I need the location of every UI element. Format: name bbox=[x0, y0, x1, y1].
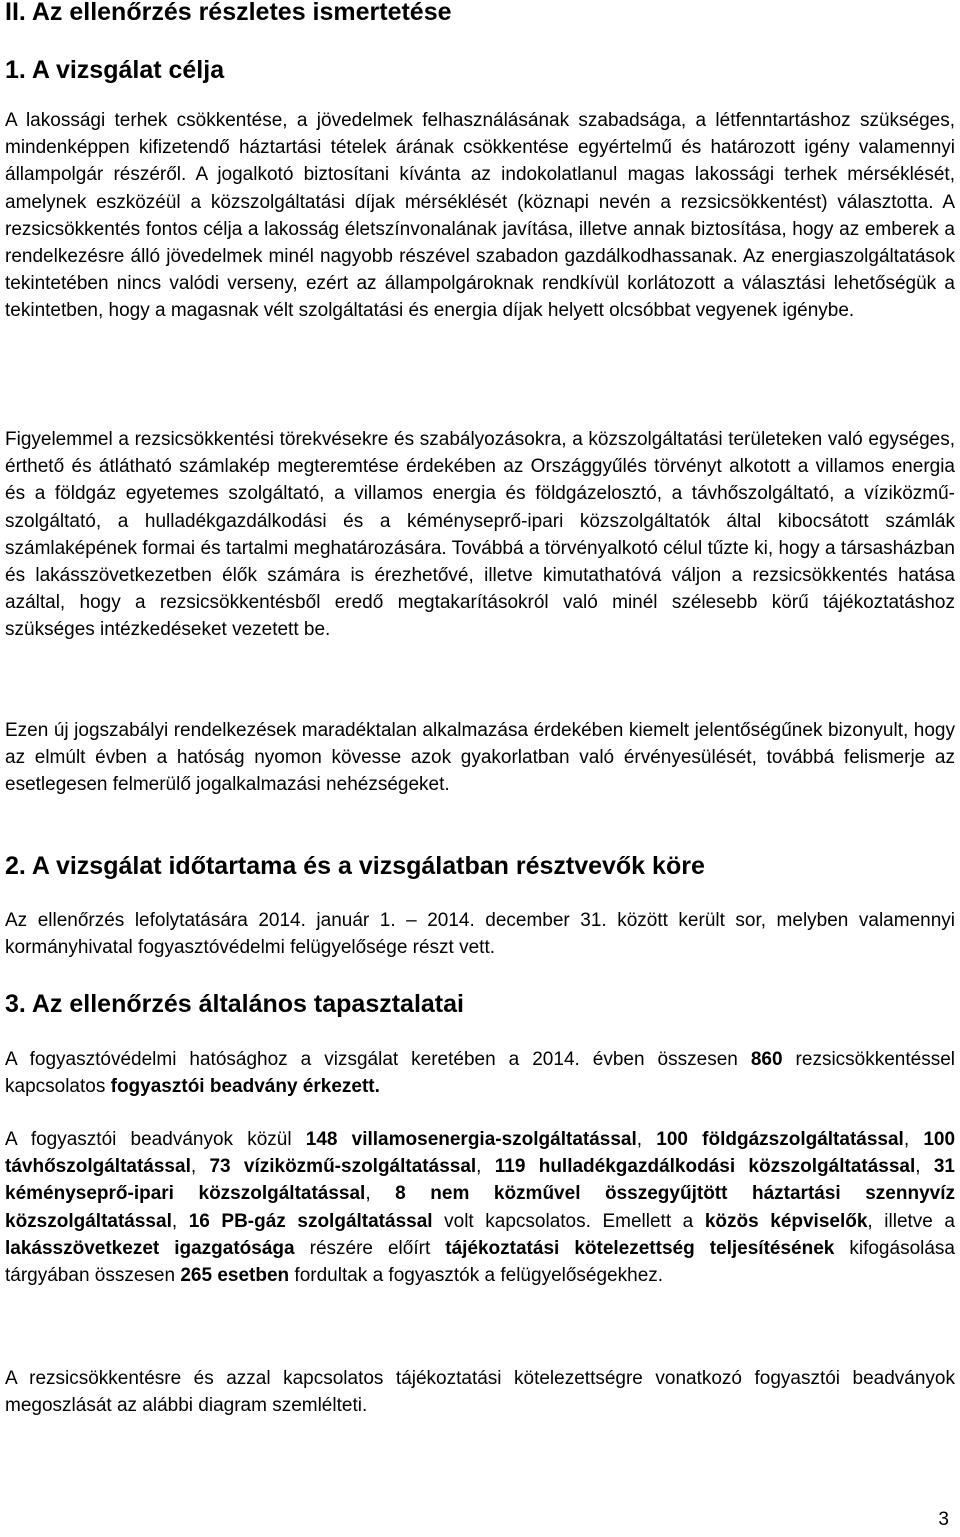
bold-phrase: 16 PB-gáz szolgáltatással bbox=[188, 1210, 433, 1232]
bold-phrase: 100 távhőszolgáltatással bbox=[5, 1129, 956, 1178]
text-run: , bbox=[636, 1129, 657, 1150]
bold-phrase: tájékoztatási kötelezettség teljesítésének bbox=[445, 1237, 835, 1259]
text-run: fordultak a fogyasztók a felügyelőségekhez. bbox=[289, 1265, 664, 1287]
subsection-3-title: 3. Az ellenőrzés általános tapasztalatai bbox=[5, 990, 464, 1018]
bold-phrase: 100 földgázszolgáltatással bbox=[656, 1129, 904, 1150]
subsection-2-title: 2. A vizsgálat időtartama és a vizsgálatban résztvevők köre bbox=[5, 852, 705, 880]
bold-phrase: lakásszövetkezet igazgatósága bbox=[5, 1237, 295, 1259]
text-run: , bbox=[365, 1183, 396, 1205]
text-run: részére előírt bbox=[294, 1237, 446, 1259]
paragraph-complaints-total bbox=[5, 1046, 955, 1100]
total-count: 860 bbox=[750, 1049, 783, 1070]
paragraph-purpose-2: Figyelemmel a rezsicsökkentési törekvésekre és szabályozásokra, a közszolgáltatási területeken való egységes, érthető és átlátható számlakép megteremtése érdekében az Országgyűlés törvényt alkotott a villamos energia és a földgáz egyetemes szolgáltató, a villamos energia és földgázelosztó, a távhőszolgáltató, a víziközmű-szolgáltató, a hulladékgazdálkodási és a kéményseprő-ipari közszolgáltatók által kibocsátott számlák számlaképének formai és tartalmi meghatározására. Továbbá a törvényalkotó célul tűzte ki, hogy a társasházban és lakásszövetkezetben élők számára is érezhetővé, illetve kimutathatóvá váljon a rezsicsökkentés hatása azáltal, hogy a rezsicsökkentésből eredő megtakarításokról való minél szélesebb körű tájékoztatáshoz szükséges intézkedéseket vezetett be. bbox=[5, 429, 955, 641]
text-run: kifogásolása tárgyában összesen bbox=[5, 1237, 955, 1287]
bold-phrase: 119 hulladékgazdálkodási közszolgáltatással bbox=[494, 1156, 916, 1178]
text-run: , bbox=[190, 1156, 210, 1178]
paragraph-diagram-intro: A rezsicsökkentésre és azzal kapcsolatos tájékoztatási kötelezettségre vonatkozó fogyasztói beadványok megoszlását az alábbi diagram szemlélteti. bbox=[5, 1368, 955, 1417]
text-run: A fogyasztóvédelmi hatósághoz a vizsgálat keretében a 2014. évben összesen bbox=[5, 1049, 751, 1070]
page-number: 3 bbox=[938, 1509, 949, 1530]
paragraph-purpose-1: A lakossági terhek csökkentése, a jövedelmek felhasználásának szabadsága, a létfenntartáshoz szükséges, mindenképpen kifizetendő háztartási tételek árának csökkentése egyértelmű és határozott igény valamennyi állampolgár részéről. A jogalkotó biztosítani kívánta az indokolatlanul magas lakossági terhek mérséklését, amelynek eszközéül a közszolgáltatási díjak mérséklését (köznapi nevén a rezsicsökkentést) választotta. A rezsicsökkentés fontos célja a lakosság életszínvonalának javítása, illetve annak biztosítása, hogy az emberek a rendelkezésre álló jövedelmek minél nagyobb részével szabadon gazdálkodhassanak. Az energiaszolgáltatások tekintetében nincs valódi verseny, ezért az állampolgároknak rendkívül korlátozott a választási lehetőségük a tekintetben, hogy a magasnak vélt szolgáltatási és energia díjak helyett olcsóbbat vegyenek igénybe. bbox=[5, 110, 955, 322]
text-run: A fogyasztói beadványok közül bbox=[5, 1129, 306, 1150]
paragraph-duration: Az ellenőrzés lefolytatására 2014. január 1. – 2014. december 31. között került sor, melyben valamennyi kormányhivatal fogyasztóvédelmi felügyelősége részt vett. bbox=[5, 910, 955, 959]
text-run: , illetve a bbox=[867, 1210, 955, 1232]
bold-phrase: fogyasztói beadvány érkezett. bbox=[110, 1076, 380, 1098]
text-run: , bbox=[171, 1210, 189, 1232]
bold-phrase: 73 víziközmű-szolgáltatással bbox=[209, 1156, 477, 1178]
bold-phrase: 31 kéményseprő-ipari közszolgáltatással bbox=[5, 1156, 955, 1205]
paragraph-purpose-3: Ezen új jogszabályi rendelkezések maradéktalan alkalmazása érdekében kiemelt jelentőségűnek bizonyult, hogy az elmúlt évben a hatóság nyomon kövesse azok gyakorlatban való érvényesülését, továbbá felismerje az esetlegesen felmerülő jogalkalmazási nehézségeket. bbox=[5, 720, 955, 796]
text-run: rezsicsökkentéssel kapcsolatos bbox=[5, 1049, 955, 1098]
text-run: volt kapcsolatos. Emellett a bbox=[432, 1210, 705, 1232]
bold-phrase: 265 esetben bbox=[180, 1265, 290, 1287]
text-run: , bbox=[903, 1129, 924, 1150]
paragraph-complaints-breakdown bbox=[5, 1126, 955, 1289]
subsection-1-title: 1. A vizsgálat célja bbox=[5, 56, 225, 84]
bold-phrase: közös képviselők bbox=[704, 1210, 868, 1232]
text-run: , bbox=[915, 1156, 934, 1178]
text-run: , bbox=[476, 1156, 495, 1178]
bold-phrase: 8 nem közművel összegyűjtött háztartási szennyvíz közszolgáltatással bbox=[5, 1183, 955, 1232]
bold-phrase: 148 villamosenergia-szolgáltatással bbox=[305, 1129, 637, 1150]
section-title: II. Az ellenőrzés részletes ismertetése bbox=[5, 0, 452, 26]
